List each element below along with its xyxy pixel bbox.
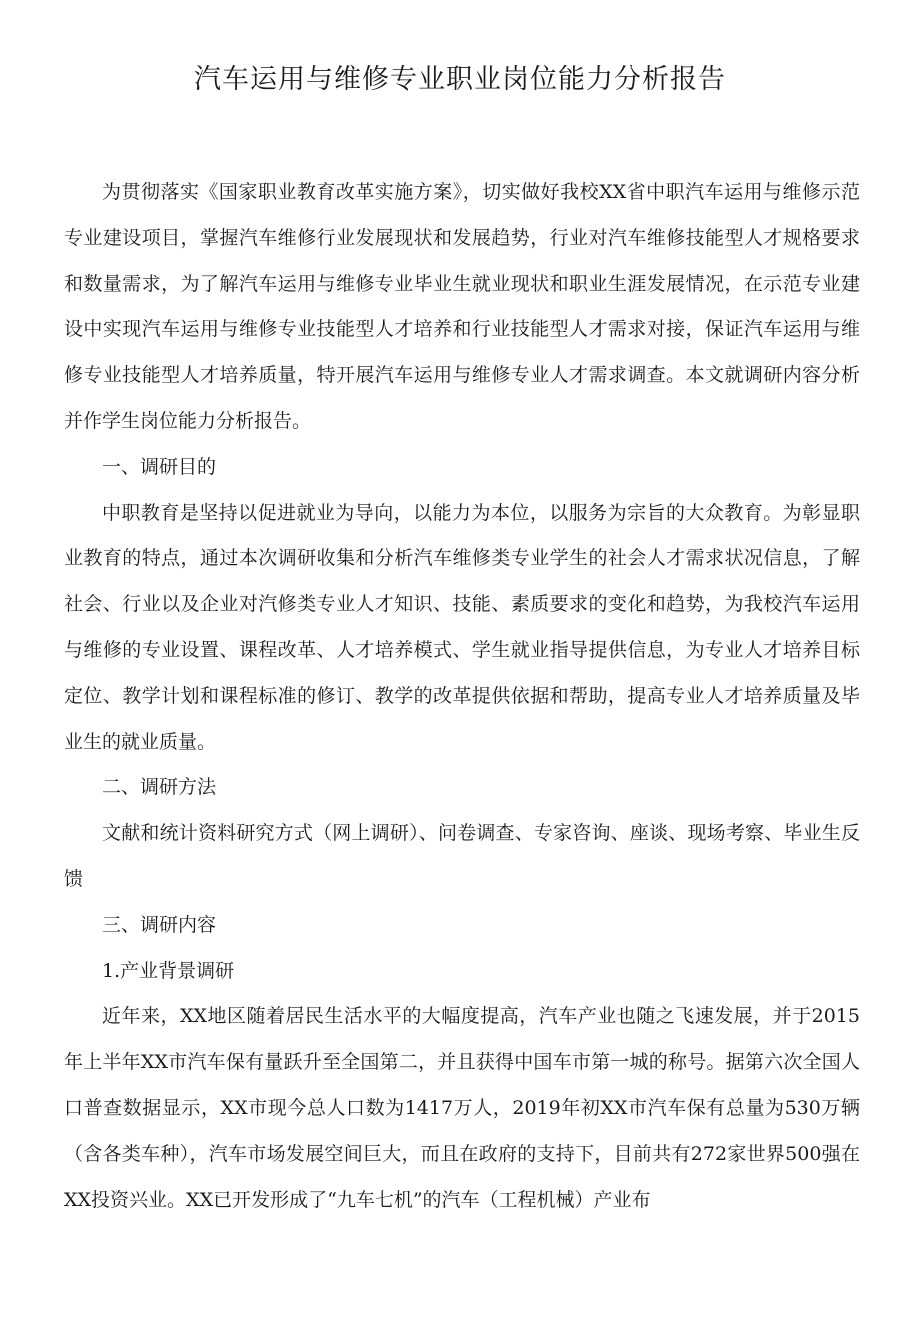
paragraph-purpose: 中职教育是坚持以促进就业为导向，以能力为本位，以服务为宗旨的大众教育。为彰显职业教育的特点，通过本次调研收集和分析汽车维修类专业学生的社会人才需求状况信息，了解社会、行业以及企业对汽修类专业人才知识、技能、素质要求的变化和趋势，为我校汽车运用与维修的专业设置、课程改革、人才培养模式、学生就业指导提供信息，为专业人才培养目标定位、教学计划和课程标准的修订、教学的改革提供依据和帮助，提高专业人才培养质量及毕业生的就业质量。 bbox=[64, 501, 860, 753]
paragraph-method: 文献和统计资料研究方式（网上调研）、问卷调查、专家咨询、座谈、现场考察、毕业生反馈 bbox=[64, 822, 860, 890]
document-body bbox=[64, 170, 860, 1223]
subsection-heading-industry: 1.产业背景调研 bbox=[102, 959, 235, 982]
section-heading-purpose: 一、调研目的 bbox=[102, 455, 217, 478]
section-heading-content: 三、调研内容 bbox=[102, 913, 217, 936]
paragraph-industry: 近年来，XX地区随着居民生活水平的大幅度提高，汽车产业也随之飞速发展，并于2015年上半年XX市汽车保有量跃升至全国第二，并且获得中国车市第一城的称号。据第六次全国人口普查数据显示，XX市现今总人口数为1417万人，2019年初XX市汽车保有总量为530万辆（含各类车种），汽车市场发展空间巨大，而且在政府的支持下，目前共有272家世界500强在XX投资兴业。XX已开发形成了“九车七机”的汽车（工程机械）产业布 bbox=[64, 1005, 860, 1211]
section-heading-method: 二、调研方法 bbox=[102, 776, 217, 799]
document-title: 汽车运用与维修专业职业岗位能力分析报告 bbox=[194, 64, 726, 95]
paragraph-intro: 为贯彻落实《国家职业教育改革实施方案》，切实做好我校XX省中职汽车运用与维修示范专业建设项目，掌握汽车维修行业发展现状和发展趋势，行业对汽车维修技能型人才规格要求和数量需求，为了解汽车运用与维修专业毕业生就业现状和职业生涯发展情况，在示范专业建设中实现汽车运用与维修专业技能型人才培养和行业技能型人才需求对接，保证汽车运用与维修专业技能型人才培养质量，特开展汽车运用与维修专业人才需求调查。本文就调研内容分析并作学生岗位能力分析报告。 bbox=[64, 181, 860, 432]
